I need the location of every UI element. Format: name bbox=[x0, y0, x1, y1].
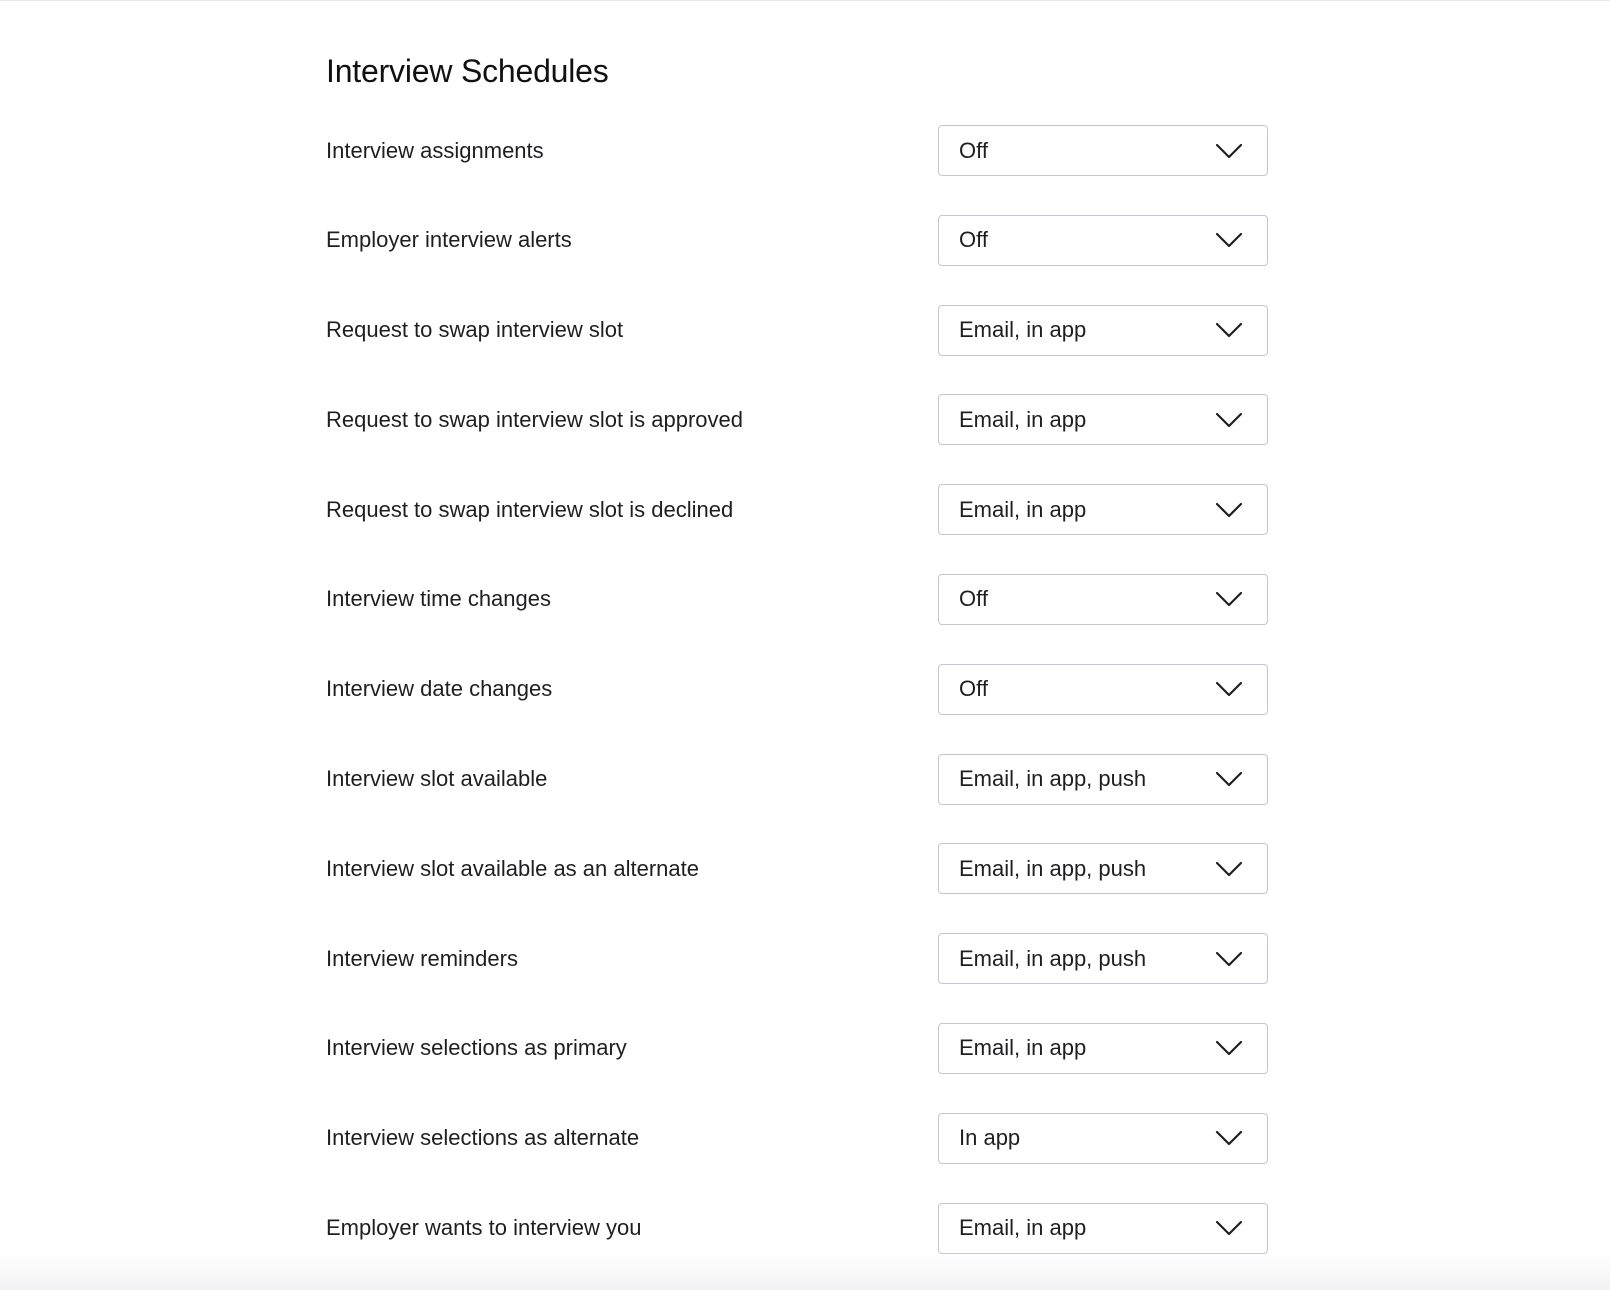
setting-row-employer-interview-alerts bbox=[326, 215, 1268, 266]
chevron-down-icon bbox=[1215, 412, 1243, 428]
setting-row-slot-available-alternate bbox=[326, 843, 1268, 894]
select-value: Email, in app bbox=[959, 496, 1086, 524]
setting-label: Interview time changes bbox=[326, 585, 551, 613]
select-value: Email, in app bbox=[959, 1034, 1086, 1062]
setting-row-reminders bbox=[326, 933, 1268, 984]
employer-wants-interview-select[interactable] bbox=[938, 1203, 1268, 1254]
chevron-down-icon bbox=[1215, 681, 1243, 697]
swap-declined-select[interactable] bbox=[938, 484, 1268, 535]
select-value: Off bbox=[959, 585, 988, 613]
selections-alternate-select[interactable] bbox=[938, 1113, 1268, 1164]
chevron-down-icon bbox=[1215, 771, 1243, 787]
request-swap-slot-select[interactable] bbox=[938, 305, 1268, 356]
select-value: Off bbox=[959, 226, 988, 254]
setting-label: Interview assignments bbox=[326, 137, 544, 165]
setting-row-time-changes bbox=[326, 574, 1268, 625]
setting-label: Request to swap interview slot is declined bbox=[326, 496, 733, 524]
top-divider bbox=[0, 0, 1610, 1]
chevron-down-icon bbox=[1215, 1040, 1243, 1056]
setting-label: Interview slot available as an alternate bbox=[326, 855, 699, 883]
swap-approved-select[interactable] bbox=[938, 394, 1268, 445]
setting-row-date-changes bbox=[326, 664, 1268, 715]
select-value: Email, in app, push bbox=[959, 765, 1146, 793]
select-value: In app bbox=[959, 1124, 1020, 1152]
slot-available-alternate-select[interactable] bbox=[938, 843, 1268, 894]
setting-row-interview-assignments bbox=[326, 125, 1268, 176]
setting-label: Interview slot available bbox=[326, 765, 547, 793]
setting-label: Request to swap interview slot bbox=[326, 316, 623, 344]
chevron-down-icon bbox=[1215, 143, 1243, 159]
setting-row-employer-wants-interview bbox=[326, 1203, 1268, 1254]
interview-assignments-select[interactable] bbox=[938, 125, 1268, 176]
chevron-down-icon bbox=[1215, 1220, 1243, 1236]
select-value: Email, in app bbox=[959, 316, 1086, 344]
chevron-down-icon bbox=[1215, 322, 1243, 338]
setting-label: Employer interview alerts bbox=[326, 226, 572, 254]
bottom-fade bbox=[0, 1254, 1610, 1290]
setting-row-request-swap-slot bbox=[326, 305, 1268, 356]
setting-label: Employer wants to interview you bbox=[326, 1214, 641, 1242]
reminders-select[interactable] bbox=[938, 933, 1268, 984]
select-value: Email, in app bbox=[959, 406, 1086, 434]
setting-label: Request to swap interview slot is approved bbox=[326, 406, 743, 434]
setting-label: Interview date changes bbox=[326, 675, 552, 703]
chevron-down-icon bbox=[1215, 591, 1243, 607]
interview-schedules-section bbox=[326, 48, 1268, 1292]
setting-row-swap-declined bbox=[326, 484, 1268, 535]
setting-label: Interview selections as primary bbox=[326, 1034, 627, 1062]
setting-label: Interview reminders bbox=[326, 945, 518, 973]
setting-row-slot-available bbox=[326, 754, 1268, 805]
time-changes-select[interactable] bbox=[938, 574, 1268, 625]
chevron-down-icon bbox=[1215, 861, 1243, 877]
section-title: Interview Schedules bbox=[326, 48, 1268, 94]
setting-row-selections-primary bbox=[326, 1023, 1268, 1074]
chevron-down-icon bbox=[1215, 502, 1243, 518]
employer-interview-alerts-select[interactable] bbox=[938, 215, 1268, 266]
settings-list bbox=[326, 125, 1268, 1254]
setting-label: Interview selections as alternate bbox=[326, 1124, 639, 1152]
select-value: Email, in app bbox=[959, 1214, 1086, 1242]
selections-primary-select[interactable] bbox=[938, 1023, 1268, 1074]
chevron-down-icon bbox=[1215, 232, 1243, 248]
select-value: Email, in app, push bbox=[959, 855, 1146, 883]
date-changes-select[interactable] bbox=[938, 664, 1268, 715]
select-value: Email, in app, push bbox=[959, 945, 1146, 973]
chevron-down-icon bbox=[1215, 951, 1243, 967]
select-value: Off bbox=[959, 137, 988, 165]
chevron-down-icon bbox=[1215, 1130, 1243, 1146]
setting-row-selections-alternate bbox=[326, 1113, 1268, 1164]
select-value: Off bbox=[959, 675, 988, 703]
slot-available-select[interactable] bbox=[938, 754, 1268, 805]
setting-row-swap-approved bbox=[326, 394, 1268, 445]
